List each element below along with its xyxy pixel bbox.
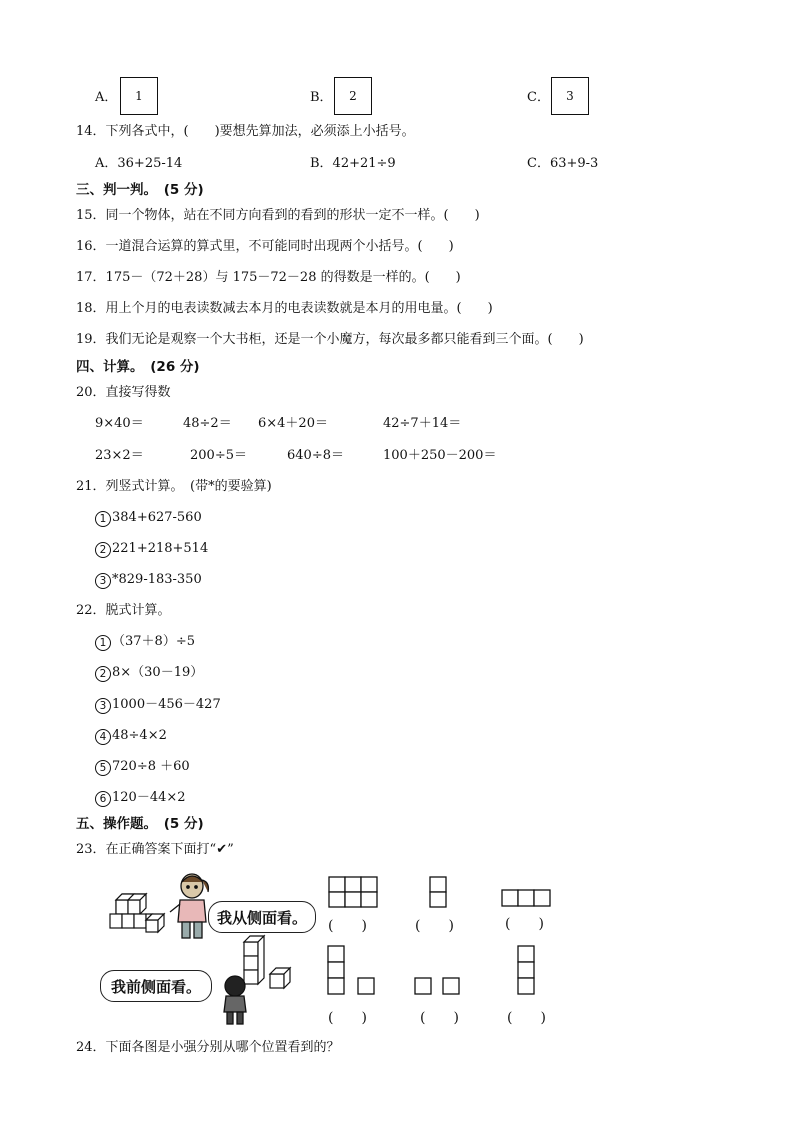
section5-title: 五、操作题。 (5 分) <box>76 816 204 832</box>
circled-number: 5 <box>95 760 111 776</box>
circled-number: 6 <box>95 791 111 807</box>
q19: 19．我们无论是观察一个大书柜，还是一个小魔方，每次最多都只能看到三个面。( ) <box>76 332 584 347</box>
view-option-column-of-three <box>517 945 535 995</box>
q20-item: 100＋250－200＝ <box>383 448 497 463</box>
q13-option-a-letter: A． <box>95 90 118 105</box>
q20-item: 42÷7＋14＝ <box>383 416 462 431</box>
circled-number: 1 <box>95 635 111 651</box>
q21-item-3 <box>95 572 202 589</box>
q24-prompt: 24．下面各图是小强分别从哪个位置看到的？ <box>76 1040 340 1055</box>
q13-option-b-letter: B． <box>310 90 333 105</box>
q20-prompt: 20．直接写得数 <box>76 385 171 400</box>
q14-prompt: 14．下列各式中，( )要想先算加法，必须添上小括号。 <box>76 124 415 139</box>
q21-item-2 <box>95 541 208 558</box>
q14-option-a: A．36+25-14 <box>95 156 183 171</box>
circled-number: 4 <box>95 729 111 745</box>
girl-figure-icon <box>170 872 210 942</box>
q22-expr: 48÷4×2 <box>112 728 167 743</box>
view-option-3x2-grid <box>328 876 378 908</box>
answer-paren[interactable]: ( ) <box>507 1010 546 1026</box>
circled-number: 3 <box>95 698 111 714</box>
q22-item-5 <box>95 759 190 776</box>
q22-prompt: 22．脱式计算。 <box>76 603 171 618</box>
q22-expr: 120－44×2 <box>112 790 186 805</box>
answer-paren[interactable]: ( ) <box>505 916 544 932</box>
q22-item-2 <box>95 665 203 682</box>
q22-expr: 720÷8 ＋60 <box>112 759 190 774</box>
q20-item: 9×40＝ <box>95 416 144 431</box>
q13-option-a-box: 1 <box>120 77 158 115</box>
q16: 16．一道混合运算的算式里，不可能同时出现两个小括号。( ) <box>76 239 454 254</box>
q13-option-c-letter: C． <box>527 90 550 105</box>
q22-item-6 <box>95 790 186 807</box>
answer-paren[interactable]: ( ) <box>328 1010 367 1026</box>
circled-number: 2 <box>95 542 111 558</box>
q17: 17．175－（72＋28）与 175－72－28 的得数是一样的。( ) <box>76 270 461 285</box>
q21-prompt: 21．列竖式计算。 (带*的要验算) <box>76 479 272 494</box>
q20-item: 200÷5＝ <box>190 448 247 463</box>
q20-item: 640÷8＝ <box>287 448 344 463</box>
answer-paren[interactable]: ( ) <box>415 918 454 934</box>
q22-expr: （37＋8）÷5 <box>112 634 195 649</box>
view-option-column-plus-cube <box>327 945 377 995</box>
view-option-3x1-row <box>501 889 551 907</box>
view-option-1x2-column <box>429 876 447 908</box>
circled-number: 3 <box>95 573 111 589</box>
q22-expr: 8×（30－19） <box>112 665 204 680</box>
q15: 15．同一个物体，站在不同方向看到的看到的形状一定不一样。( ) <box>76 208 480 223</box>
q22-item-3 <box>95 697 221 714</box>
section4-title: 四、计算。 (26 分) <box>76 359 200 375</box>
circled-number: 2 <box>95 666 111 682</box>
q20-item: 23×2＝ <box>95 448 144 463</box>
q21-expr: *829-183-350 <box>112 572 202 587</box>
circled-number: 1 <box>95 511 111 527</box>
q21-expr: 221+218+514 <box>112 541 209 556</box>
section3-title: 三、判一判。 (5 分) <box>76 182 204 198</box>
q18: 18．用上个月的电表读数减去本月的电表读数就是本月的用电量。( ) <box>76 301 493 316</box>
q22-expr: 1000－456－427 <box>112 697 221 712</box>
q20-item: 48÷2＝ <box>183 416 232 431</box>
answer-paren[interactable]: ( ) <box>420 1010 459 1026</box>
q22-item-1 <box>95 634 195 651</box>
q13-option-b-box: 2 <box>334 77 372 115</box>
q21-item-1 <box>95 510 202 527</box>
boy-figure-icon <box>218 974 252 1024</box>
q22-item-4 <box>95 728 167 745</box>
speech-bubble-front: 我前侧面看。 <box>100 970 212 1002</box>
q23-prompt: 23．在正确答案下面打“✔” <box>76 842 234 857</box>
cube-stack-figure-1 <box>108 898 168 940</box>
q20-item: 6×4＋20＝ <box>258 416 328 431</box>
view-option-two-separate-cubes <box>414 977 462 995</box>
q14-option-b: B．42+21÷9 <box>310 156 396 171</box>
q21-expr: 384+627-560 <box>112 510 202 525</box>
speech-bubble-side: 我从侧面看。 <box>208 901 316 933</box>
answer-paren[interactable]: ( ) <box>328 918 367 934</box>
q13-option-c-box: 3 <box>551 77 589 115</box>
q14-option-c: C．63+9-3 <box>527 156 599 171</box>
